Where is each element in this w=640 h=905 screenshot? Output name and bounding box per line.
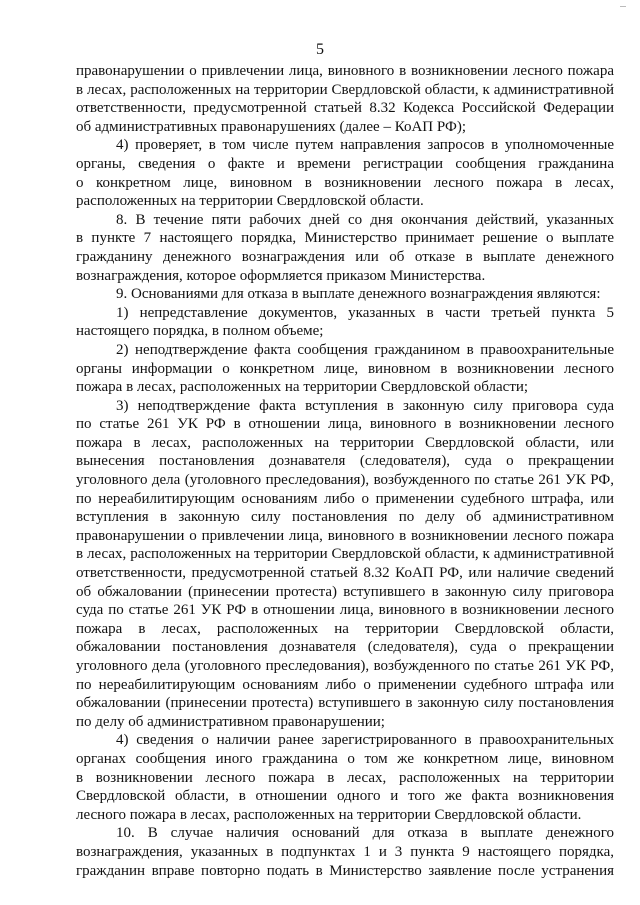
text-line: лесного пожара в лесах, расположенных на территории Свердловской области. bbox=[76, 806, 582, 823]
text-line: 4) сведения о наличии ранее зарегистрированного в правоохранительных bbox=[116, 732, 614, 749]
page-number: 5 bbox=[316, 41, 324, 58]
text-line: правонарушении о привлечении лица, виновного в возникновении лесного пожара bbox=[76, 527, 614, 544]
text-line: органы информации о конкретном лице, виновном в возникновении лесного bbox=[76, 360, 614, 377]
text-line: Свердловской области, в отношении одного и того же факта возникновения bbox=[76, 788, 614, 805]
text-line: по делу об административном правонарушении; bbox=[76, 713, 385, 730]
text-line: органах сообщения иного гражданина о том же конкретном лице, виновном bbox=[76, 750, 614, 767]
text-line: по статье 261 УК РФ в отношении лица, виновного в возникновении лесного bbox=[76, 416, 614, 433]
text-line: пожара в лесах, расположенных на территории Свердловской области, bbox=[76, 620, 614, 637]
text-line: по нереабилитирующим основаниям либо о применении судебного штрафа, или bbox=[76, 490, 614, 507]
text-line: 9. Основаниями для отказа в выплате денежного вознаграждения являются: bbox=[116, 286, 601, 303]
text-line: в лесах, расположенных на территории Свердловской области, к административной bbox=[76, 81, 614, 98]
text-line: об обжаловании (принесении протеста) вступившего в законную силу приговора bbox=[76, 583, 614, 600]
text-line: правонарушении о привлечении лица, виновного в возникновении лесного пожара bbox=[76, 63, 614, 79]
text-line: в возникновении лесного пожара в лесах, расположенных на территории bbox=[76, 769, 614, 786]
text-line: вступления в законную силу постановления по делу об административном bbox=[76, 509, 614, 526]
text-line: настоящего порядка, в полном объеме; bbox=[76, 323, 324, 340]
body-text bbox=[76, 62, 614, 880]
text-line: ответственности, предусмотренной статьей 8.32 КоАП РФ, или наличие сведений bbox=[76, 565, 614, 582]
scan-mark bbox=[620, 6, 626, 7]
text-line: о конкретном лице, виновном в возникновении лесного пожара в лесах, bbox=[76, 174, 614, 191]
text-line: расположенных на территории Свердловской области. bbox=[76, 193, 424, 210]
text-line: пожара в лесах, расположенных на территории Свердловской области; bbox=[76, 379, 529, 396]
text-line: уголовного дела (уголовного преследования), возбужденного по статье 261 УК РФ, bbox=[76, 472, 614, 489]
text-line: вознаграждения, указанных в подпунктах 1 и 3 пункта 9 настоящего порядка, bbox=[76, 843, 614, 860]
text-line: вознаграждения, которое оформляется приказом Министерства. bbox=[76, 267, 486, 284]
text-line: вынесения постановления дознавателя (следователя), суда о прекращении bbox=[76, 453, 614, 470]
text-line: обжаловании (принесении протеста) вступившего в законную силу постановления bbox=[76, 695, 614, 712]
text-line: 8. В течение пяти рабочих дней со дня окончания действий, указанных bbox=[116, 211, 614, 228]
text-line: 2) неподтверждение факта сообщения гражданином в правоохранительные bbox=[116, 341, 614, 358]
text-line: пожара в лесах, расположенных на территории Свердловской области, или bbox=[76, 434, 614, 451]
text-line: гражданину денежного вознаграждения или об отказе в выплате денежного bbox=[76, 248, 614, 265]
text-line: уголовного дела (уголовного преследования), возбужденного по статье 261 УК РФ, bbox=[76, 658, 614, 674]
text-line: в лесах, расположенных на территории Свердловской области, к административной bbox=[76, 546, 614, 563]
text-line: гражданин вправе повторно подать в Министерство заявление после устранения bbox=[76, 862, 614, 879]
text-line: в пункте 7 настоящего порядка, Министерство принимает решение о выплате bbox=[76, 230, 614, 247]
text-line: 4) проверяет, в том числе путем направления запросов в уполномоченные bbox=[116, 137, 614, 154]
text-line: 1) непредставление документов, указанных в части третьей пункта 5 bbox=[116, 304, 614, 321]
text-line: ответственности, предусмотренной статьей 8.32 Кодекса Российской Федерации bbox=[76, 100, 614, 117]
text-line: 10. В случае наличия оснований для отказа в выплате денежного bbox=[116, 825, 614, 842]
text-line: органы, сведения о факте и времени регистрации сообщения гражданина bbox=[76, 155, 614, 172]
text-line: об административных правонарушениях (далее – КоАП РФ); bbox=[76, 118, 466, 135]
text-line: 3) неподтверждение факта вступления в законную силу приговора суда bbox=[116, 397, 614, 414]
text-line: суда по статье 261 УК РФ в отношении лица, виновного в возникновении лесного bbox=[76, 602, 614, 619]
text-line: обжаловании постановления дознавателя (следователя), суда о прекращении bbox=[76, 639, 614, 656]
text-line: по нереабилитирующим основаниям либо о применении судебного штрафа или bbox=[76, 676, 614, 693]
